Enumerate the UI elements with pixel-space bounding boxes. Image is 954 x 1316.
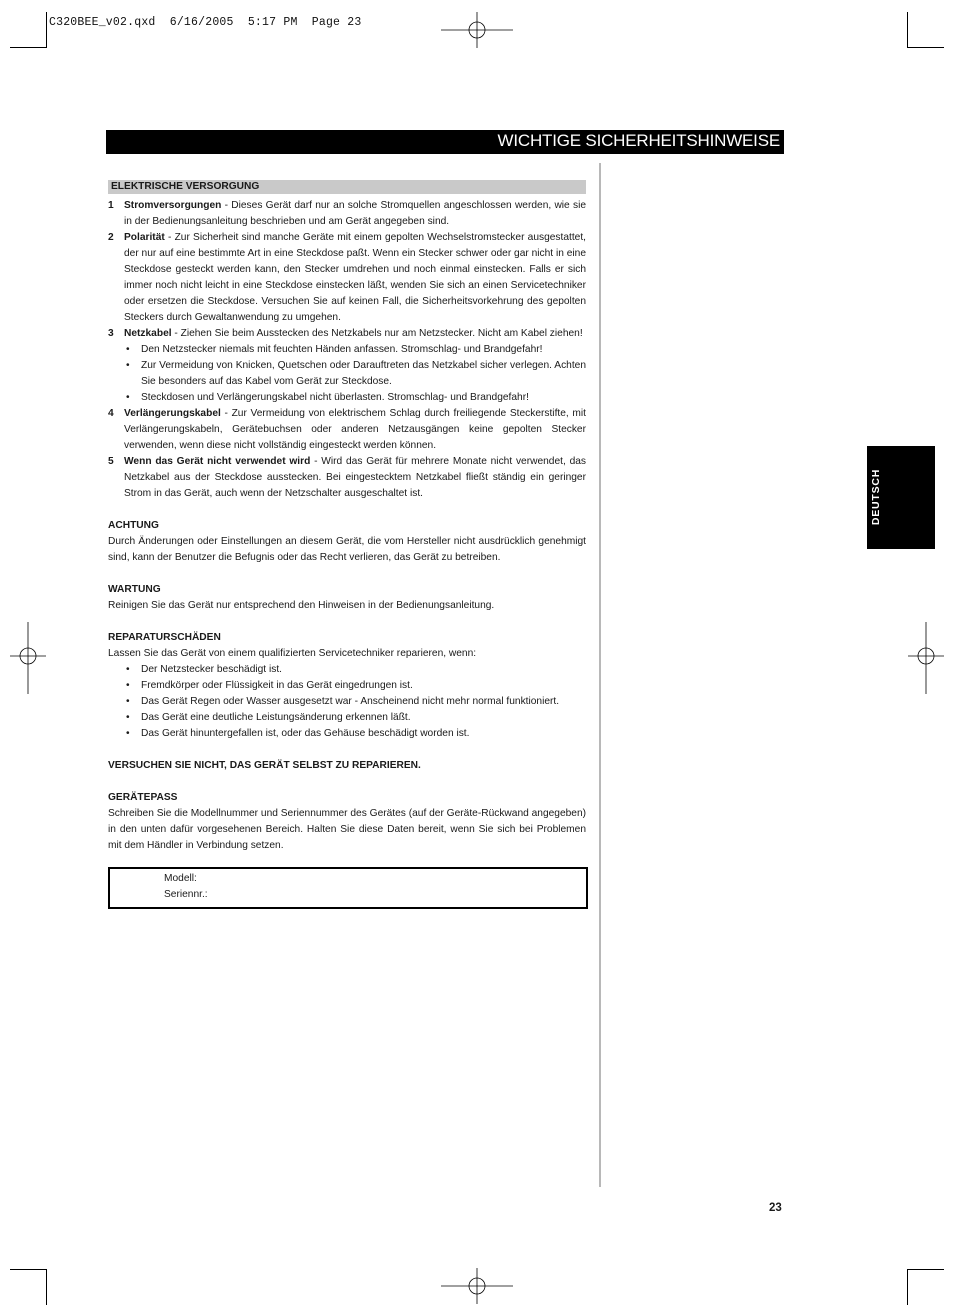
item-number: 4: [108, 408, 114, 419]
item-text: - Ziehen Sie beim Ausstecken des Netzkabels nur am Netzstecker. Nicht am Kabel ziehen!: [171, 328, 583, 339]
achtung-text: Durch Änderungen oder Einstellungen an diesem Gerät, die vom Hersteller nicht ausdrücklich genehmigt sind, kann der Benutzer die Befugnis oder das Recht verlieren, das Gerät zu betreiben.: [108, 536, 586, 563]
model-label: Modell:: [164, 873, 197, 884]
item-term: Wenn das Gerät nicht verwendet wird: [124, 456, 311, 467]
bullet-icon: •: [126, 360, 130, 371]
serial-label: Seriennr.:: [164, 889, 208, 900]
bullet-item: [108, 342, 586, 358]
list-item: [108, 326, 586, 342]
bullet-icon: •: [126, 712, 130, 723]
registration-mark-left: [10, 622, 46, 694]
item-text: - Dieses Gerät darf nur an solche Stromquellen angeschlossen werden, wie sie in der Bedienungsanleitung beschrieben und am Gerät angegeben sind.: [124, 200, 586, 227]
registration-mark-right: [908, 622, 944, 694]
bullet-text: Fremdkörper oder Flüssigkeit in das Gerät eingedrungen ist.: [141, 680, 413, 691]
bullet-icon: •: [126, 344, 130, 355]
section-heading-achtung: ACHTUNG: [108, 520, 159, 531]
bullet-item: [108, 694, 586, 710]
bullet-icon: •: [126, 696, 130, 707]
item-text: - Wird das Gerät für mehrere Monate nicht verwendet, das Netzkabel aus der Steckdose ausstecken. Bei eingestecktem Netzkabel fließt ständig ein geringer Strom in das Gerät, auch wenn der Netzschalter ausgeschaltet ist.: [124, 456, 586, 499]
bullet-item: [108, 710, 586, 726]
section-heading-geraetepass: GERÄTEPASS: [108, 792, 178, 803]
section-heading-wartung: WARTUNG: [108, 584, 161, 595]
section-heading-electrical: ELEKTRISCHE VERSORGUNG: [108, 180, 586, 194]
bullet-text: Das Gerät Regen oder Wasser ausgesetzt war - Anscheinend nicht mehr normal funktioniert.: [141, 696, 560, 707]
bullet-text: Der Netzstecker beschädigt ist.: [141, 664, 282, 675]
bullet-item: [108, 390, 586, 406]
bullet-text: Den Netzstecker niemals mit feuchten Händen anfassen. Stromschlag- und Brandgefahr!: [141, 344, 543, 355]
wartung-text: Reinigen Sie das Gerät nur entsprechend den Hinweisen in der Bedienungsanleitung.: [108, 600, 495, 611]
item-text: - Zur Sicherheit sind manche Geräte mit einem gepolten Wechselstromstecker ausgestattet, der nur auf eine bestimmte Art in eine Steckdose paßt. Wenn ein Stecker schwer oder gar nicht in eine Steckdose gesteckt werden kann, den Stecker umdrehen und noch einmal einstecken. Falls er sich immer noch nicht leicht in eine Steckdose einstecken läßt, wenden Sie sich an einen Servicetechniker oder ersetzen die Steckdose. Versuchen Sie auf keinen Fall, die Sicherheitsvorkehrung des gepolten Steckers durch Gewaltanwendung zu umgehen.: [124, 232, 586, 323]
item-number: 3: [108, 328, 114, 339]
repair-warning: VERSUCHEN SIE NICHT, DAS GERÄT SELBST ZU REPARIEREN.: [108, 760, 421, 771]
registration-mark-bottom: [441, 1268, 513, 1304]
item-number: 1: [108, 200, 114, 211]
page-number: 23: [769, 1202, 782, 1214]
bullet-icon: •: [126, 392, 130, 403]
language-tab-label: DEUTSCH: [870, 468, 882, 526]
bullet-icon: •: [126, 680, 130, 691]
column-divider: [599, 163, 601, 1187]
item-term: Stromversorgungen: [124, 200, 222, 211]
main-content: [108, 180, 586, 909]
item-term: Netzkabel: [124, 328, 172, 339]
bullet-text: Steckdosen und Verlängerungskabel nicht überlasten. Stromschlag- und Brandgefahr!: [141, 392, 529, 403]
list-item: [108, 406, 586, 454]
list-item: [108, 198, 586, 230]
bullet-text: Zur Vermeidung von Knicken, Quetschen oder Darauftreten das Netzkabel sicher verlegen. Achten Sie besonders auf das Kabel vom Gerät zur Steckdose.: [141, 360, 586, 387]
geraetepass-text: Schreiben Sie die Modellnummer und Seriennummer des Gerätes (auf der Geräte-Rückwand angegeben) in den unten dafür vorgesehenen Bereich. Halten Sie diese Daten bereit, wenn Sie sich bei Problemen mit dem Händler in Verbindung setzen.: [108, 808, 586, 851]
item-number: 2: [108, 232, 114, 243]
registration-mark-top: [441, 12, 513, 48]
bullet-item: [108, 662, 586, 678]
item-term: Polarität: [124, 232, 165, 243]
page-header-bar: [106, 130, 784, 154]
bullet-icon: •: [126, 664, 130, 675]
reparatur-intro: Lassen Sie das Gerät von einem qualifizierten Servicetechniker reparieren, wenn:: [108, 648, 477, 659]
bullet-icon: •: [126, 728, 130, 739]
bullet-item: [108, 726, 586, 742]
page-title: WICHTIGE SICHERHEITSHINWEISE: [497, 131, 780, 150]
print-slug-line: C320BEE_v02.qxd 6/16/2005 5:17 PM Page 23: [49, 16, 362, 29]
section-heading-reparatur: REPARATURSCHÄDEN: [108, 632, 221, 643]
bullet-item: [108, 358, 586, 390]
bullet-text: Das Gerät hinuntergefallen ist, oder das Gehäuse beschädigt worden ist.: [141, 728, 470, 739]
list-item: [108, 230, 586, 326]
item-text: - Zur Vermeidung von elektrischem Schlag durch freiliegende Steckerstifte, mit Verlängerungskabeln, Gerätebuchsen oder anderen Netzausgängen keine gepolten Stecker verwenden, wenn diese nicht vollständig eingesteckt werden können.: [124, 408, 586, 451]
item-term: Verlängerungskabel: [124, 408, 221, 419]
bullet-text: Das Gerät eine deutliche Leistungsänderung erkennen läßt.: [141, 712, 411, 723]
list-item: [108, 454, 586, 502]
bullet-item: [108, 678, 586, 694]
item-number: 5: [108, 456, 114, 467]
device-record-box: [108, 867, 588, 909]
